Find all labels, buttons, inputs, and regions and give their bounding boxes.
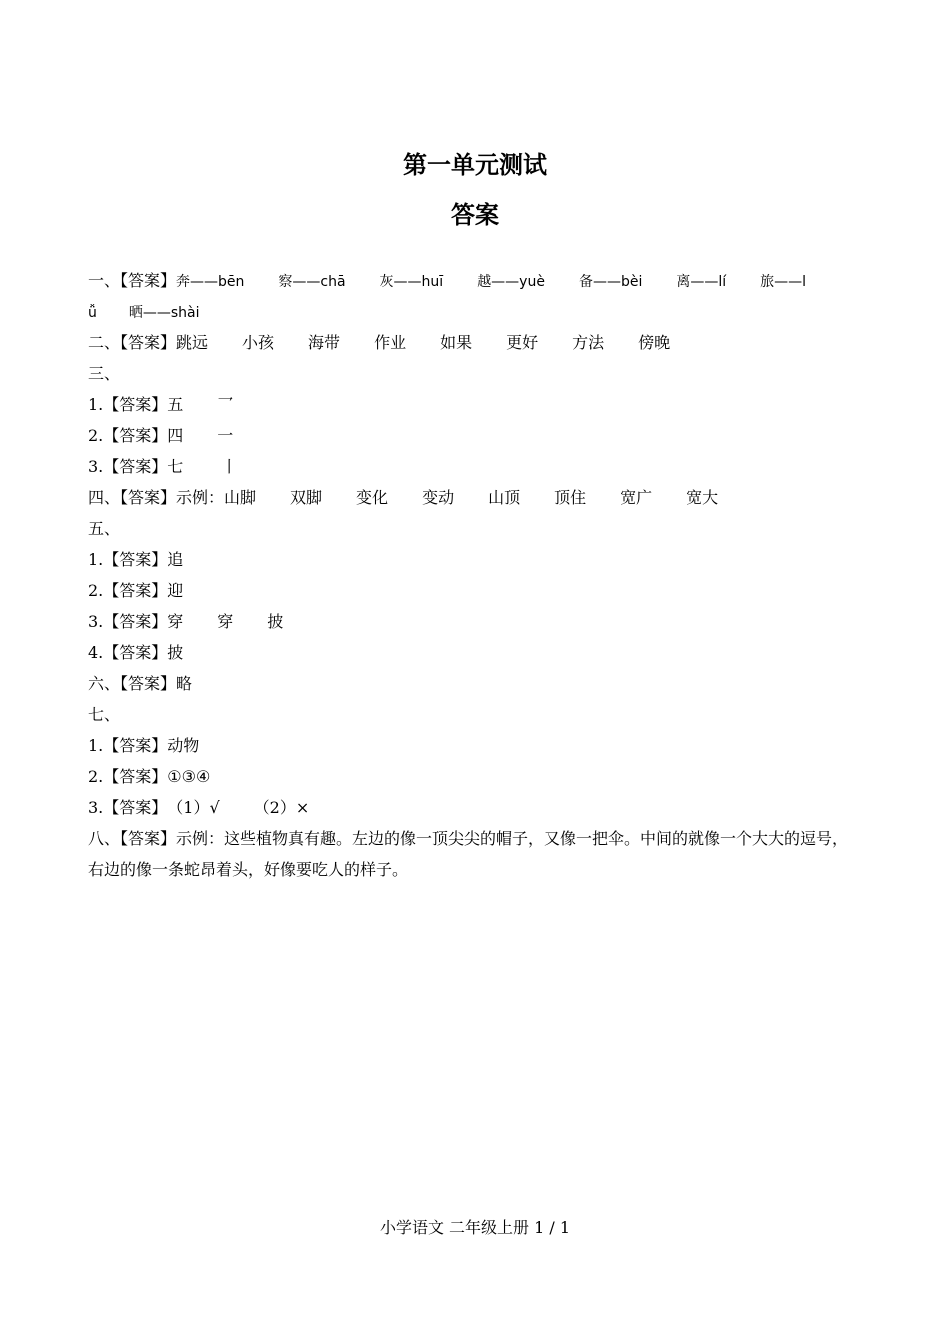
answer: 五 xyxy=(167,395,184,414)
answer-word: 山脚 xyxy=(224,488,257,507)
section-3-q1 xyxy=(88,395,233,415)
section-7-q2 xyxy=(88,767,210,787)
answer-word: 顶住 xyxy=(554,488,587,507)
answer-word: 海带 xyxy=(308,333,341,352)
section-3-q3 xyxy=(88,457,237,477)
answer: （2）× xyxy=(253,798,310,817)
section-6-line: 六、【答案】略 xyxy=(88,674,193,693)
pinyin-item: 察——chā xyxy=(278,274,346,290)
question-label: 4.【答案】 xyxy=(88,643,168,662)
answer-word: 变化 xyxy=(356,488,389,507)
section-5-q2 xyxy=(88,581,183,601)
answer: 丨 xyxy=(221,457,238,476)
question-label: 1.【答案】 xyxy=(88,395,168,414)
section-7-q3 xyxy=(88,798,309,818)
section-1-line-1 xyxy=(88,271,806,292)
pinyin-item: 越——yuè xyxy=(477,274,545,290)
answer: 披 xyxy=(267,612,284,631)
question-label: 1.【答案】 xyxy=(88,736,168,755)
pinyin-item: 旅——l xyxy=(760,274,807,290)
question-label: 1.【答案】 xyxy=(88,550,168,569)
section-2-line xyxy=(88,333,670,353)
answer-word: 宽大 xyxy=(686,488,719,507)
answer-word: 方法 xyxy=(572,333,605,352)
pinyin-item: 备——bèi xyxy=(578,274,643,290)
answer: 七 xyxy=(167,457,184,476)
pinyin-item: 晒——shài xyxy=(128,305,200,321)
question-label: 3.【答案】 xyxy=(88,457,168,476)
answer: 追 xyxy=(167,550,184,569)
answer-word: 跳远 xyxy=(176,333,209,352)
section-2-prefix: 二、【答案】 xyxy=(88,333,177,352)
section-8-line-1: 八、【答案】示例：这些植物真有趣。左边的像一顶尖尖的帽子，又像一把伞。中间的就像一个大大的逗号， xyxy=(88,829,849,848)
answer-word: 山顶 xyxy=(488,488,521,507)
question-label: 3.【答案】 xyxy=(88,798,168,817)
answer-word: 如果 xyxy=(440,333,473,352)
section-5-q4 xyxy=(88,643,183,663)
pinyin-item-continued: ǚ xyxy=(88,305,97,321)
pinyin-item: 离——lí xyxy=(676,274,727,290)
answer: 四 xyxy=(167,426,184,445)
page-subtitle: 答案 xyxy=(451,201,499,229)
answer-word: 傍晚 xyxy=(638,333,671,352)
answer: 迎 xyxy=(167,581,184,600)
answer: 披 xyxy=(167,643,184,662)
section-5-q1 xyxy=(88,550,183,570)
section-3-header: 三、 xyxy=(88,364,121,383)
answer: 穿 xyxy=(167,612,184,631)
answer-word: 双脚 xyxy=(290,488,323,507)
answer: ①③④ xyxy=(167,767,211,786)
answer: 动物 xyxy=(167,736,200,755)
section-5-q3 xyxy=(88,612,283,632)
section-5-header: 五、 xyxy=(88,519,121,538)
pinyin-item: 奔——bēn xyxy=(176,274,245,290)
answer: 乛 xyxy=(217,395,234,414)
answer-word: 更好 xyxy=(506,333,539,352)
page-footer: 小学语文 二年级上册 1 / 1 xyxy=(379,1218,571,1237)
section-1-prefix: 一、【答案】 xyxy=(88,271,177,290)
question-label: 2.【答案】 xyxy=(88,426,168,445)
section-8-line-2: 右边的像一条蛇昂着头，好像要吃人的样子。 xyxy=(88,860,409,879)
answer: 一 xyxy=(217,426,234,445)
question-label: 2.【答案】 xyxy=(88,581,168,600)
section-4-prefix: 四、【答案】示例： xyxy=(88,488,225,507)
answer-word: 变动 xyxy=(422,488,455,507)
pinyin-item: 灰——huī xyxy=(379,274,444,290)
question-label: 2.【答案】 xyxy=(88,767,168,786)
section-7-header: 七、 xyxy=(88,705,121,724)
answer-word: 小孩 xyxy=(242,333,275,352)
section-1-line-2 xyxy=(88,302,200,323)
page-title: 第一单元测试 xyxy=(403,151,547,179)
question-label: 3.【答案】 xyxy=(88,612,168,631)
answer: （1）√ xyxy=(167,798,220,817)
answer-word: 宽广 xyxy=(620,488,653,507)
section-7-q1 xyxy=(88,736,199,756)
answer: 穿 xyxy=(217,612,234,631)
section-4-line xyxy=(88,488,718,508)
answer-word: 作业 xyxy=(374,333,407,352)
section-3-q2 xyxy=(88,426,233,446)
